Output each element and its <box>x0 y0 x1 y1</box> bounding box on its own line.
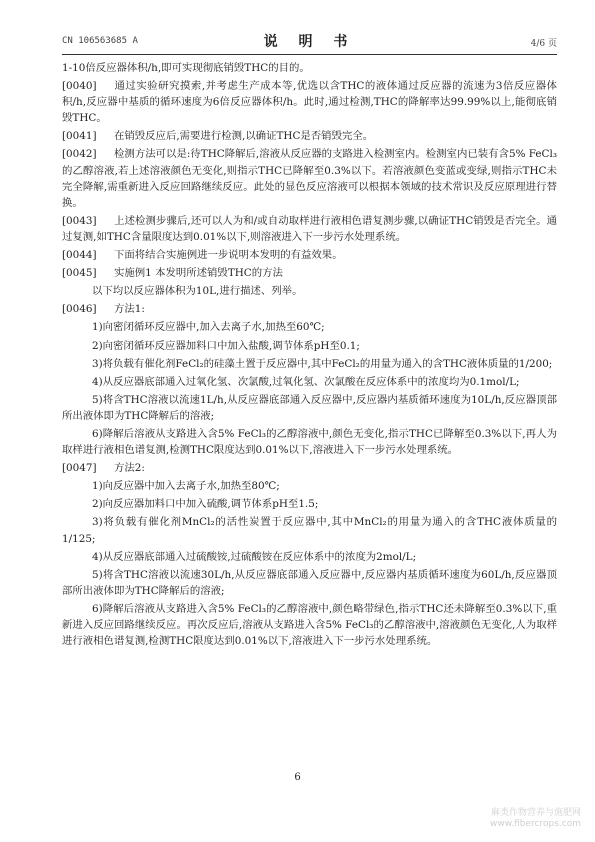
paragraph-text: 上述检测步骤后,还可以人为和/或自动取样进行液相色谱复测步骤,以确证THC销毁是否完全。通过复测,如THC含量限度达到0.01%以下,则溶液进入下一步污水处理系统。 <box>62 214 557 243</box>
paragraph <box>62 460 557 476</box>
paragraph <box>62 319 557 335</box>
paragraph-number: [0044] <box>62 249 97 262</box>
page-count: 4/6 页 <box>530 39 557 49</box>
paragraph-text: 下面将结合实施例进一步说明本发明的有益效果。 <box>114 249 343 262</box>
paragraph <box>62 356 557 372</box>
paragraph-text: 通过实验研究摸索,并考虑生产成本等,优选以含THC的液体通过反应器的流速为3倍反应器体积/h,反应器中基质的循环速度为6倍反应器体积/h。此时,通过检测,THC的降解率达99.99%以上,能彻底销毁THC。 <box>62 80 557 125</box>
paragraph <box>62 283 557 299</box>
paragraph-text: 1-10倍反应器体积/h,即可实现彻底销毁THC的目的。 <box>62 62 310 74</box>
paragraph <box>62 338 557 354</box>
paragraph-text: 2)向反应器加料口中加入硫酸,调节体系pH至1.5; <box>92 498 319 511</box>
paragraph-number: [0042] <box>62 148 97 161</box>
document-body <box>62 60 557 651</box>
paragraph-number: [0045] <box>62 267 97 280</box>
paragraph-text: 5)将含THC溶液以流速30L/h,从反应器底部通入反应器中,反应器内基质循环速度为60L/h,反应器顶部所出液体即为THC降解后的溶液; <box>62 568 557 597</box>
paragraph <box>62 514 557 546</box>
publication-number: CN 106563685 A <box>62 36 138 46</box>
watermark-url: www.fibercrops.com <box>490 819 581 829</box>
paragraph-text: 实施例1 本发明所述销毁THC的方法 <box>114 267 283 280</box>
paragraph-text: 检测方法可以是:待THC降解后,溶液从反应器的支路进入检测室内。检测室内已装有含5% FeCl₃的乙醇溶液,若上述溶液颜色无变化,则指示THC已降解至0.3%以下。若溶液颜色变蓝或变绿,则指示THC未完全降解,需重新进入反应回路继续反应。此处的显色反应溶液可以根据本领域的技术常识及反应原理进行替换。 <box>62 148 557 209</box>
paragraph-number: [0041] <box>62 130 97 143</box>
paragraph <box>62 60 557 76</box>
paragraph <box>62 301 557 317</box>
paragraph <box>62 496 557 512</box>
paragraph-text: 方法1: <box>114 303 145 316</box>
paragraph-text: 3)将负载有催化剂MnCl₂的活性炭置于反应器中,其中MnCl₂的用量为通入的含THC液体质量的1/125; <box>62 516 557 545</box>
paragraph <box>62 567 557 599</box>
paragraph-text: 3)将负载有催化剂FeCl₂的硅藻土置于反应器中,其中FeCl₂的用量为通入的含THC液体质量的1/200; <box>92 357 553 370</box>
paragraph <box>62 78 557 126</box>
paragraph-number: [0040] <box>62 80 97 93</box>
paragraph <box>62 128 557 144</box>
paragraph-text: 4)从反应器底部通入过硫酸铵,过硫酸铵在反应体系中的浓度为2mol/L; <box>92 550 417 563</box>
paragraph-text: 以下均以反应器体积为10L,进行描述、列举。 <box>92 285 303 298</box>
paragraph-text: 6)降解后溶液从支路进入含5% FeCl₃的乙醇溶液中,颜色无变化,指示THC已降解至0.3%以下,再人为取样进行液相色谱复测,检测THC限度达到0.01%以下,溶液进入下一步污水处理系统。 <box>62 427 557 457</box>
paragraph-text: 在销毁反应后,需要进行检测,以确证THC是否销毁完全。 <box>114 130 374 143</box>
paragraph <box>62 374 557 390</box>
paragraph <box>62 265 557 281</box>
watermark-site-name: 麻类作物营养与施肥网 <box>490 808 581 818</box>
site-watermark <box>490 808 581 830</box>
paragraph <box>62 247 557 263</box>
paragraph <box>62 426 557 458</box>
paragraph-text: 1)向反应器中加入去离子水,加热至80℃; <box>92 480 280 493</box>
paragraph-text: 5)将含THC溶液以流速1L/h,从反应器底部通入反应器中,反应器内基质循环速度为10L/h,反应器顶部所出液体即为THC降解后的溶液; <box>62 393 557 422</box>
paragraph-text: 6)降解后溶液从支路进入含5% FeCl₃的乙醇溶液中,颜色略带绿色,指示THC还未降解至0.3%以下,重新进入反应回路继续反应。再次反应后,溶液从支路进入含5% FeCl₃的乙醇溶液中,溶液颜色无变化,人为取样进行液相色谱复测,检测THC限度达到0.01%以下,溶液进入下一步污水处理系统。 <box>62 602 557 648</box>
paragraph-number: [0043] <box>62 214 97 227</box>
paragraph <box>62 213 557 245</box>
paragraph-text: 方法2: <box>114 462 145 475</box>
paragraph <box>62 601 557 649</box>
paragraph <box>62 146 557 210</box>
page-number: 6 <box>294 772 301 783</box>
document-header <box>62 30 557 55</box>
paragraph-text: 4)从反应器底部通入过氧化氢、次氯酸,过氧化氢、次氯酸在反应体系中的浓度均为0.1mol/L; <box>92 375 520 388</box>
paragraph-number: [0046] <box>62 303 97 316</box>
paragraph <box>62 478 557 494</box>
paragraph <box>62 549 557 565</box>
paragraph-text: 1)向密闭循环反应器中,加入去离子水,加热至60℃; <box>92 321 325 334</box>
document-title: 说 明 书 <box>263 34 356 50</box>
paragraph-text: 2)向密闭循环反应器加料口中加入盐酸,调节体系pH至0.1; <box>92 339 360 352</box>
paragraph-number: [0047] <box>62 462 97 475</box>
paragraph <box>62 392 557 424</box>
